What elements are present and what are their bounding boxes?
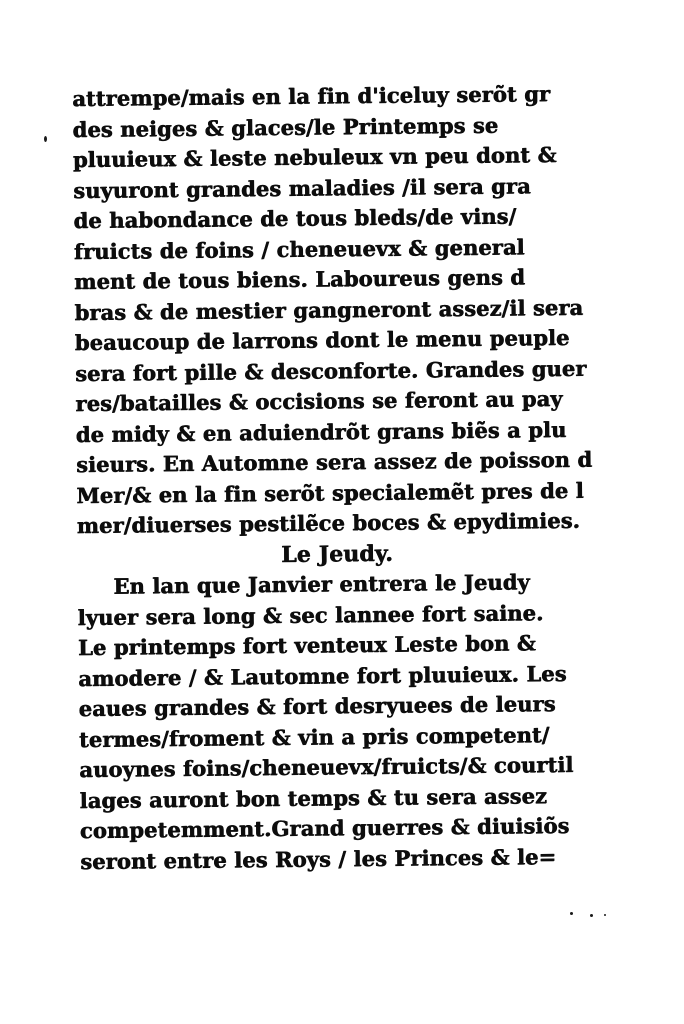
text-line: de habondance de tous bleds/de vins/ (73, 203, 517, 233)
scan-speck (604, 914, 606, 916)
text-line: Mer/& en la fin serõt specialemẽt pres de l (76, 477, 584, 508)
text-line: fruicts de foins / cheneuevx & general (73, 233, 525, 264)
text-line: ment de tous biens. Laboureus gens d (73, 264, 526, 294)
text-line: suyuront grandes maladies /il sera gra (72, 172, 531, 203)
text-line: mer/diuerses pestilẽce boces & epydimies. (76, 507, 581, 538)
text-line: de midy & en aduiendrõt grans biẽs a plu (75, 416, 567, 447)
text-line: pluuieux & leste nebuleux vn peu dont & (72, 141, 557, 172)
text-line: lages auront bon temps & tu sera assez (79, 782, 548, 813)
text-line: termes/froment & vin a pris competent/ (78, 721, 550, 752)
section-heading: Le Jeudy. (280, 540, 393, 568)
text-line: sera fort pille & desconforte. Grandes guer (74, 355, 587, 386)
text-line: sieurs. En Automne sera assez de poisson d (75, 446, 593, 477)
text-line: attrempe/mais en la fin d'iceluy serõt gr (72, 80, 551, 111)
text-line: lyuer sera long & sec lannee fort saine. (77, 599, 544, 630)
text-line: auoynes foins/cheneuevx/fruicts/& courtil (79, 751, 574, 782)
text-line: bras & de mestier gangneront assez/il sera (74, 294, 584, 325)
text-block (72, 78, 640, 877)
text-line: Le printemps fort venteux Leste bon & (77, 630, 536, 660)
scan-speck (590, 914, 593, 917)
text-line: beaucoup de larrons dont le menu peuple (74, 324, 570, 355)
scan-speck (44, 136, 47, 142)
text-line: seront entre les Roys / les Princes & le= (80, 843, 557, 874)
text-line: En lan que Janvier entrera le Jeudy (113, 569, 530, 599)
text-line: des neiges & glaces/le Printemps se (72, 112, 499, 142)
text-line: competemment.Grand guerres & diuisiõs (79, 812, 570, 843)
scan-speck (570, 912, 573, 915)
text-line: eaues grandes & fort desryuees de leurs (78, 690, 556, 721)
text-line: amodere / & Lautomne fort pluuieux. Les (78, 660, 567, 691)
text-line: res/batailles & occisions se feront au pay (75, 385, 563, 416)
